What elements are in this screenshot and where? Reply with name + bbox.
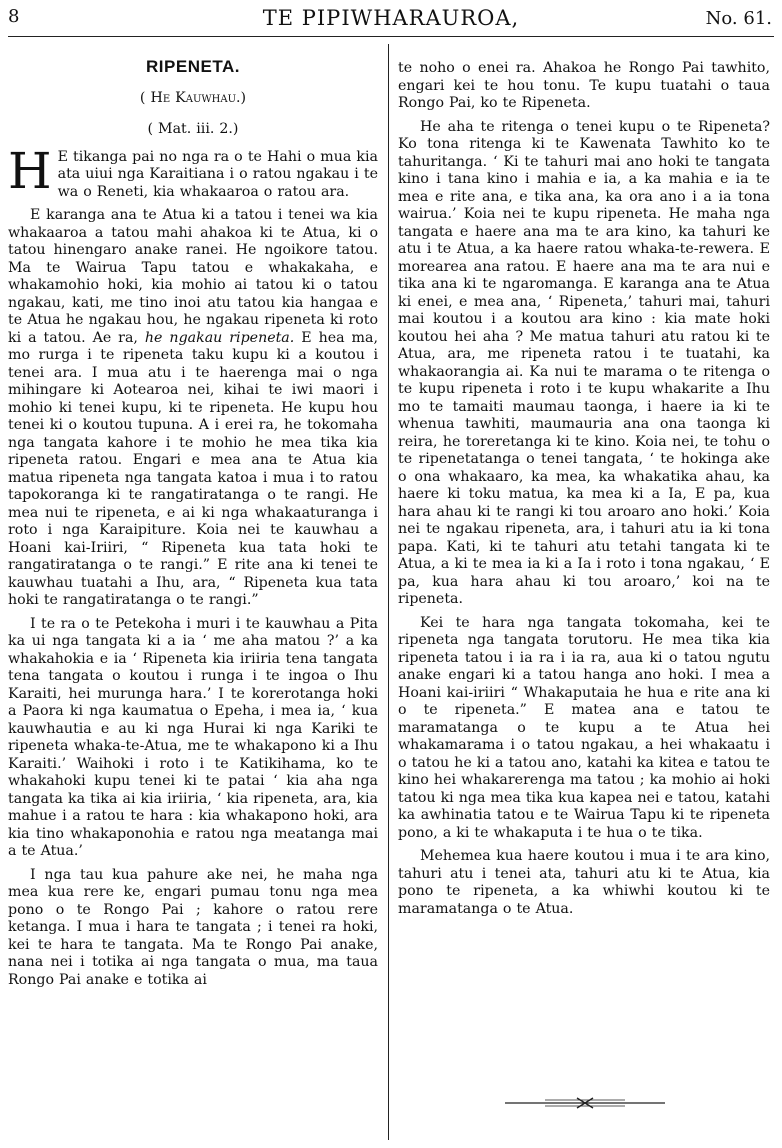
end-ornament-icon	[505, 1096, 665, 1110]
paragraph-5: te noho o enei ra. Ahakoa he Rongo Pai tawhito, engari kei te hou tonu. Te kupu tuatahi o taua Rongo Pai, ko te Ripeneta.	[398, 60, 770, 111]
paragraph-6: He aha te ritenga o tenei kupu o te Ripeneta? Ko tona ritenga ki te Kawenata Tawhito ko te tahuritanga. ‘ Ki te tahuri mai ano hoki te tangata kino i tana kino i mahia e ia, a ka mahia e ia te mea e rite ana, e tika ana, ka ora ano i a ia tona wairua.’ Koia nei te kupu ripeneta. He maha nga tangata e haere ana ma te ara kino, ka tahuri ke atu i te Atua, a ka haere ratou whaka-te-rewera. E morearea ana ratou. E haere ana ma te ara nui e tika ana ki te ngaromanga. E karanga ana te Atua ki enei, e mea ana, ‘ Ripeneta,’ tahuri mai, tahuri mai koutou i a koutou ara kino : kia mate hoki koutou hei aha ? Me matua tahuri atu ratou ki te Atua, ara, me ripeneta ratou i te tuatahi, ka whakaorangia ai. Ka nui te marama o te ritenga o te kupu ripeneta i roto i te kupu whakarite a Ihu mo te tamaiti maumau taonga, i haere ia ki te whenua tawhiti, maumauria ana ona taonga ki reira, he toreretanga ki te kino. Koia nei, te tohu o te ripenetatanga o tenei tangata, ‘ te hokinga ake o ona whakaaro, ka mea, ka whakatika ahau, ka haere ki toku matua, ka mea ki a Ia, E pa, kua hara ahau ki te rangi ki tou aroaro ano hoki.’ Koia nei te ngakau ripeneta, ara, i tahuri atu ia ki tona papa. Kati, ki te tahuri atu tetahi tangata ki te Atua, a ki te mea ia ki a Ia i roto i tona ngakau, ‘ E pa, kua hara ahau ki tou aroaro,’ koi na te ripeneta.	[398, 118, 770, 607]
article-title: RIPENETA.	[146, 57, 240, 76]
header-rule	[8, 36, 774, 37]
paragraph-2-text-a: E karanga ana te Atua ki a tatou i tenei wa kia whakaaroa a tatou mahi ahakoa ki te Atua, ki o tatou hinengaro anake ranei. He ngoikore tatou. Ma te Wairua Tapu tatou e whakakaha, e whakamohio hoki, kia mohio ai tatou ki o tatou ngakau, kati, me tino inoi atu tatou kia hangaa e te Atua he ngakau hou, he ngakau ripeneta ki roto ki a tatou. Ae ra,	[8, 207, 378, 346]
issue-number: No. 61.	[705, 8, 772, 29]
drop-cap: H	[8, 141, 52, 200]
paragraph-3: I te ra o te Petekoha i muri i te kauwhau a Pita ka ui nga tangata ki a ia ‘ me aha matou ?’ a ka whakahokia e ia ‘ Ripeneta kia iriiria tena tangata tena tangata o koutou i runga i te ingoa o Ihu Karaiti, hei murunga hara.’ I te korerotanga hoki a Paora ki nga kaumatua o Epeha, i mea ia, ‘ kua kauwhautia e au ki nga Hurai ki nga Kariki te ripeneta whaka-te-Atua, me te whakapono ki a Ihu Karaiti.’ Waihoki i roto i te Katikihama, ko te whakahoki kupu tenei ki te patai ‘ kia aha nga tangata ka tika ai kia iriiria, ‘ kia ripeneta, ara, kia mahue i a ratou te hara : kia whakapono hoki, ara kia tino whakaponohia e ratou nga meatanga mai a te Atua.’	[8, 615, 378, 859]
page-number: 8	[8, 6, 20, 27]
paragraph-2-italic: he ngakau ripeneta.	[144, 329, 295, 346]
right-column	[398, 60, 770, 924]
paragraph-7: Kei te hara nga tangata tokomaha, kei te ripeneta nga tangata torutoru. He mea tika kia ripeneta tatou i ia ra i ia ra, aua ki o tatou ngutu anake engari ki a tatou hanga ano hoki. I mea a Hoani kai-iriiri “ Whakaputaia he hua e rite ana ki o te ripeneta.” E matea ana e tatou te maramatanga o te kupu a te Atua hei whakamarama i o tatou ngakau, a hei whakaatu i o tatou he ki a tatou ano, katahi ka kitea e tatou te kino hei whakarerenga ma tatou ; ka mohio ai hoki tatou ki nga mea tika kua kapea nei e tatou, katahi ka awhinatia tatou e te Wairua Tapu ki te ripeneta pono, a ki te whakaputa i te hua o te tika.	[398, 614, 770, 841]
newspaper-title: TE PIPIWHARAUROA,	[262, 6, 520, 30]
page-header	[8, 6, 774, 36]
left-column	[8, 50, 378, 995]
paragraph-2-text-b: E hea ma, mo rurga i te ripeneta taku kupu ki a koutou i tenei ara. I mua atu i te haerenga mai o nga mihingare ki Aotearoa nei, kihai te iwi maori i mohio ki tenei kupu, ki te ripeneta. He kupu hou tenei ki o koutou tupuna. A i erei ra, he tokomaha nga tangata kahore i te mohio he mea tika kia ripeneta ratou. Engari e mea ana te Atua kia matua ripeneta nga tangata katoa i mua i to ratou tapokoranga ki te rangatiratanga o te rangi. He mea nui te ripeneta, e ai ki nga whakaaturanga i roto i nga Karaipiture. Koia nei te kauwhau a Hoani kai-Iriiri, “ Ripeneta kua tata hoki te rangatiratanga o te rangi.” E rite ana ki tenei te kauwhau tuatahi a Ihu, ara, “ Ripeneta kua tata hoki te rangatiratanga o te rangi.”	[8, 329, 378, 608]
paragraph-8: Mehemea kua haere koutou i mua i te ara kino, tahuri atu i tenei ata, tahuri atu ki te Atua, kia pono te ripeneta, a ka whiwhi koutou ki te maramatanga o te Atua.	[398, 848, 770, 917]
column-divider	[388, 44, 389, 1140]
scripture-reference: ( Mat. iii. 2.)	[147, 121, 239, 137]
paragraph-4: I nga tau kua pahure ake nei, he maha nga mea kua rere ke, engari pumau tonu nga mea pono o te Rongo Pai ; kahore o ratou rere ketanga. I mua i hara te tangata ; i tenei ra hoki, kei te hara te tangata. Ma te Rongo Pai anake, nana nei i totika ai nga tangata o mua, ma taua Rongo Pai anake e totika ai	[8, 866, 378, 988]
article-subtitle: ( He Kauwhau.)	[139, 89, 247, 106]
paragraph-2	[8, 207, 378, 610]
paragraph-1-text: E tikanga pai no nga ra o te Hahi o mua kia ata uiui nga Karaitiana i o ratou ngakau i te wa o Reneti, kia whakaaroa o ratou ara.	[57, 148, 378, 200]
paragraph-1	[8, 141, 378, 202]
